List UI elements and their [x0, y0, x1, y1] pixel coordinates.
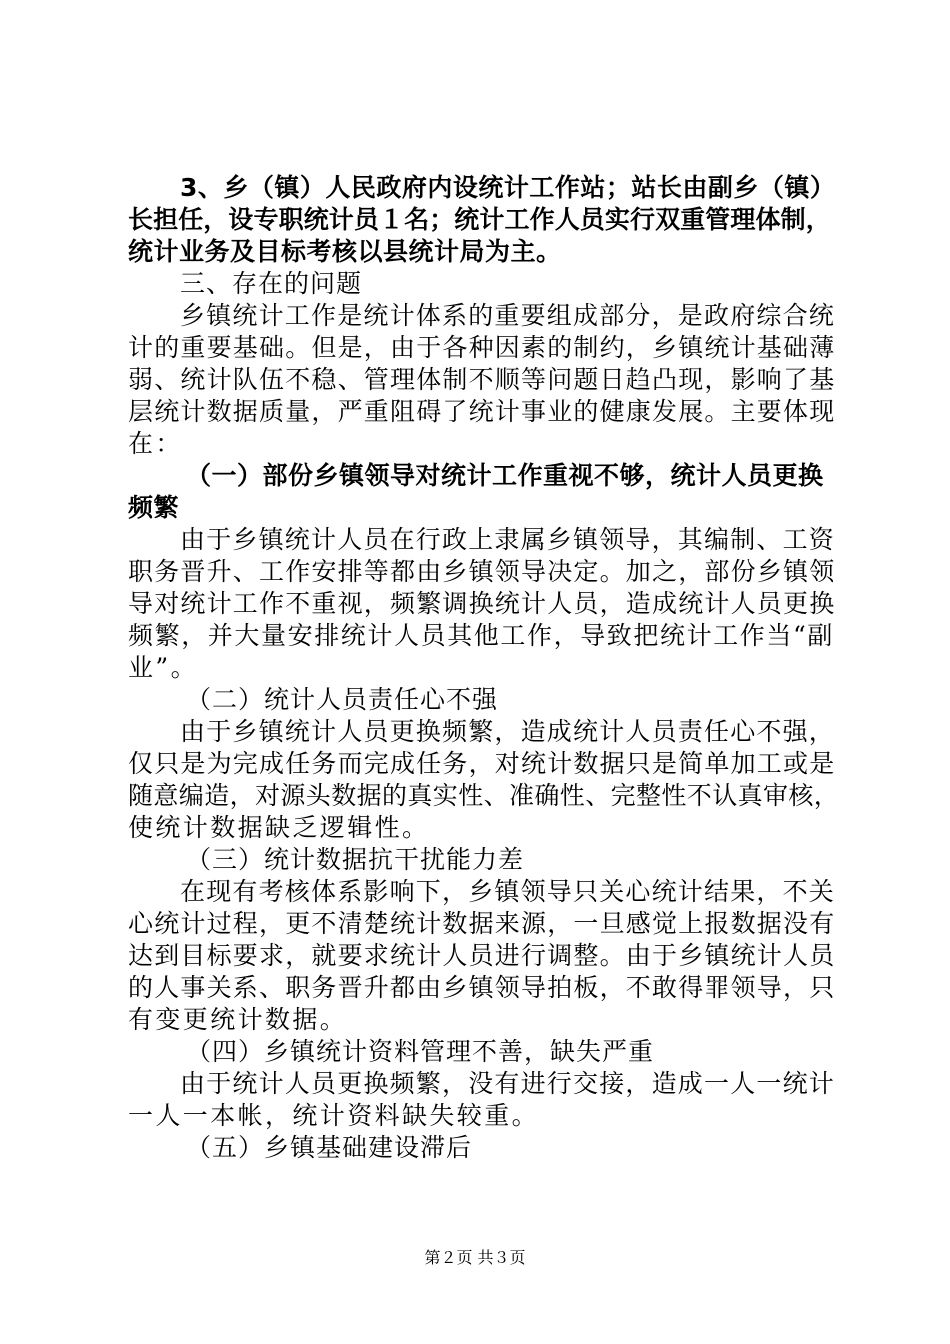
- text-line: 在现有考核体系影响下，乡镇领导只关心统计结果，不关: [180, 877, 836, 906]
- text-line: 职务晋升、工作安排等都由乡镇领导决定。加之，部份乡镇领: [128, 557, 836, 586]
- text-line: 由于乡镇统计人员更换频繁，造成统计人员责任心不强，: [180, 717, 836, 746]
- text-line: 在：: [128, 429, 183, 458]
- text-line: 达到目标要求，就要求统计人员进行调整。由于乡镇统计人员: [128, 941, 836, 970]
- text-line: 由于乡镇统计人员在行政上隶属乡镇领导，其编制、工资: [180, 525, 836, 554]
- text-line: 统计业务及目标考核以县统计局为主。: [128, 237, 562, 266]
- text-line: 导对统计工作不重视，频繁调换统计人员，造成统计人员更换: [128, 589, 836, 618]
- text-line: 有变更统计数据。: [128, 1005, 348, 1034]
- text-line: 乡镇统计工作是统计体系的重要组成部分，是政府综合统: [180, 301, 836, 330]
- text-line: 三、存在的问题: [180, 269, 363, 298]
- document-body: [128, 172, 840, 1164]
- page-number-footer: 第２页 共３页: [424, 1248, 526, 1267]
- text-line: 使统计数据缺乏逻辑性。: [128, 813, 430, 842]
- text-line: （三）统计数据抗干扰能力差: [186, 845, 525, 874]
- text-line: （四）乡镇统计资料管理不善，缺失严重: [186, 1037, 655, 1066]
- text-line: 计的重要基础。但是，由于各种因素的制约，乡镇统计基础薄: [128, 333, 836, 362]
- text-line: 随意编造，对源头数据的真实性、准确性、完整性不认真审核，: [128, 781, 840, 810]
- text-line: 3、乡（镇）人民政府内设统计工作站；站长由副乡（镇）: [180, 173, 836, 202]
- text-line: 业”。: [128, 653, 198, 682]
- text-line: 的人事关系、职务晋升都由乡镇领导拍板，不敢得罪领导，只: [128, 973, 836, 1002]
- text-line: 频繁，并大量安排统计人员其他工作，导致把统计工作当“副: [128, 621, 834, 650]
- text-line: 频繁: [128, 493, 180, 522]
- text-line: 一人一本帐，统计资料缺失较重。: [128, 1101, 540, 1130]
- text-line: 长担任，设专职统计员１名；统计工作人员实行双重管理体制，: [128, 205, 831, 234]
- text-line: （二）统计人员责任心不强: [186, 685, 499, 714]
- text-line: 心统计过程，更不清楚统计数据来源，一旦感觉上报数据没有: [128, 909, 836, 938]
- text-line: 仅只是为完成任务而完成任务，对统计数据只是简单加工或是: [128, 749, 836, 778]
- text-line: 层统计数据质量，严重阻碍了统计事业的健康发展。主要体现: [128, 397, 836, 426]
- text-line: 弱、统计队伍不稳、管理体制不顺等问题日趋凸现，影响了基: [128, 365, 836, 394]
- text-line: （一）部份乡镇领导对统计工作重视不够，统计人员更换: [186, 461, 824, 490]
- text-line: （五）乡镇基础建设滞后: [186, 1133, 473, 1162]
- text-line: 由于统计人员更换频繁，没有进行交接，造成一人一统计: [180, 1069, 836, 1098]
